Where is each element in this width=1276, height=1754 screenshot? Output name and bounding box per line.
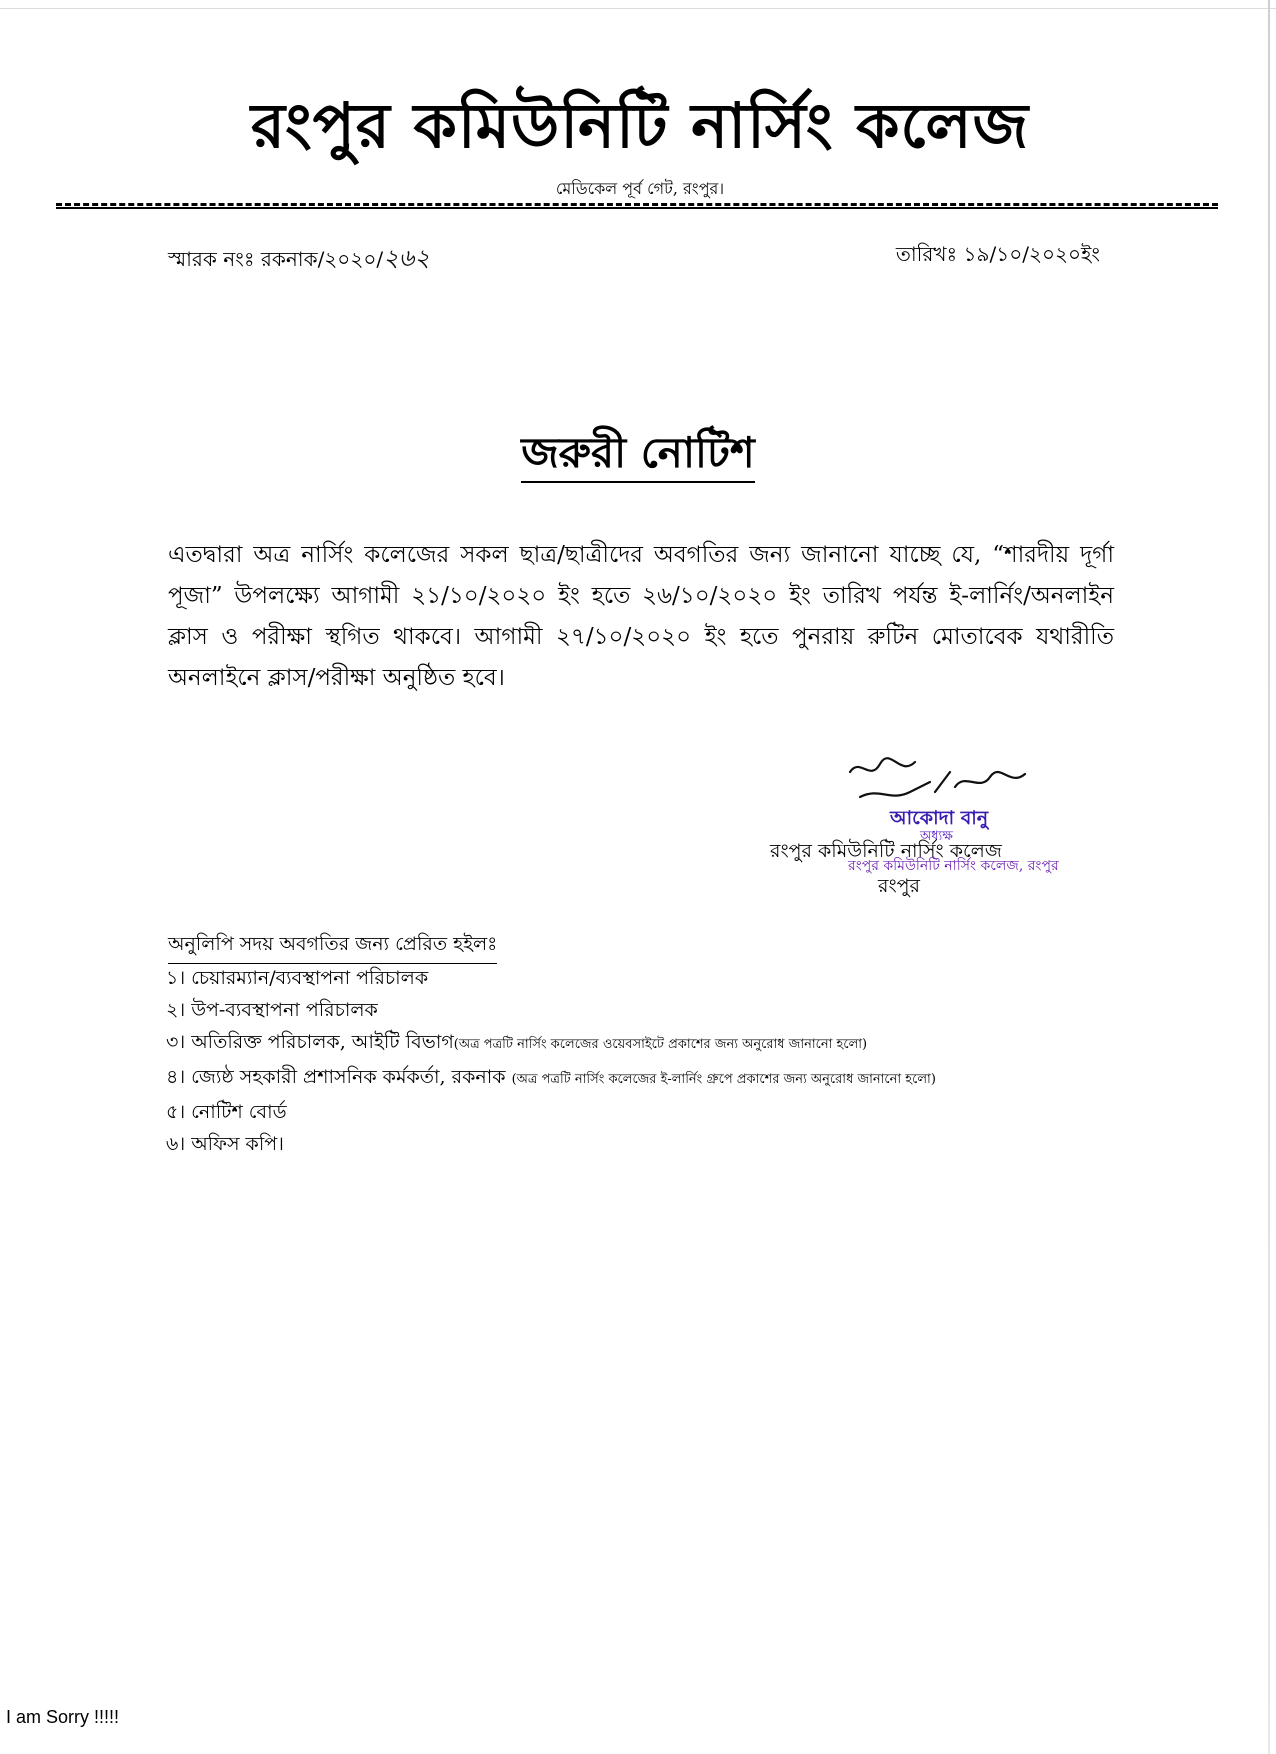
memo-prefix: স্মারক নংঃ রকনাক/২০২০/ [168,247,384,271]
footer-text: I am Sorry !!!!! [6,1707,120,1727]
copy-item: ৩। অতিরিক্ত পরিচালক, আইটি বিভাগ(অত্র পত্রটি নার্সিং কলেজের ওয়েবসাইটে প্রকাশের জন্য অনুরোধ জানানো হলো) [166,1031,868,1053]
copy-item: ৪। জ্যেষ্ঠ সহকারী প্রশাসনিক কর্মকর্তা, রকনাক (অত্র পত্রটি নার্সিং কলেজের ই-লার্নিং গ্রুপে প্রকাশের জন্য অনুরোধ জানানো হলো) [166,1066,936,1088]
copy-heading: অনুলিপি সদয় অবগতির জন্য প্রেরিত হইলঃ [168,930,497,964]
scan-edge-top [0,8,1276,9]
signature-block [760,752,1100,902]
stamp-college: রংপুর কমিউনিটি নার্সিং কলেজ, রংপুর [848,858,1059,874]
copy-item-note: (অত্র পত্রটি নার্সিং কলেজের ওয়েবসাইটে প্রকাশের জন্য অনুরোধ জানানো হলো) [453,1037,868,1052]
signatory-city: রংপুর [878,875,920,897]
copy-list [166,962,936,1160]
header-divider [56,203,1218,209]
handwritten-signature [840,752,1040,812]
college-name: রংপুর কমিউনিটি নার্সিং কলেজ [250,89,1030,162]
college-address: মেডিকেল পূর্ব গেট, রংপুর। [555,179,725,198]
memo-number: ২৬২ [383,244,430,272]
notice-title: জরুরী নোটিশ [521,428,755,483]
copy-item-note: (অত্র পত্রটি নার্সিং কলেজের ই-লার্নিং গ্রুপে প্রকাশের জন্য অনুরোধ জানানো হলো) [511,1072,936,1087]
scan-edge-right [1268,0,1270,1754]
copy-item: ২। উপ-ব্যবস্থাপনা পরিচালক [166,999,378,1021]
signatory-college: রংপুর কমিউনিটি নার্সিং কলেজ [770,840,1002,862]
copy-item: ৫। নোটিশ বোর্ড [166,1101,287,1123]
stamp-title: অধ্যক্ষ [920,829,953,844]
copy-item: ১। চেয়ারম্যান/ব্যবস্থাপনা পরিচালক [166,967,429,989]
memo-reference [168,240,430,280]
notice-date: তারিখঃ ১৯/১০/২০২০ইং [895,242,1100,266]
notice-title-wrapper [0,420,1276,491]
stamp-name: আকোদা বানু [890,807,989,829]
notice-body: এতদ্বারা অত্র নার্সিং কলেজের সকল ছাত্র/ছাত্রীদের অবগতির জন্য জানানো যাচ্ছে যে, “শারদীয় দূর্গা পূজা” উপলক্ষ্যে আগামী ২১/১০/২০২০ ইং হতে ২৬/১০/২০২০ ইং তারিখ পর্যন্ত ই-লার্নিং/অনলাইন ক্লাস ও পরীক্ষা স্থগিত থাকবে। আগামী ২৭/১০/২০২০ ইং হতে পুনরায় রুটিন মোতাবেক যথারীতি অনলাইনে ক্লাস/পরীক্ষা অনুষ্ঠিত হবে। [168,542,1114,691]
copy-item: ৬। অফিস কপি। [166,1133,284,1155]
